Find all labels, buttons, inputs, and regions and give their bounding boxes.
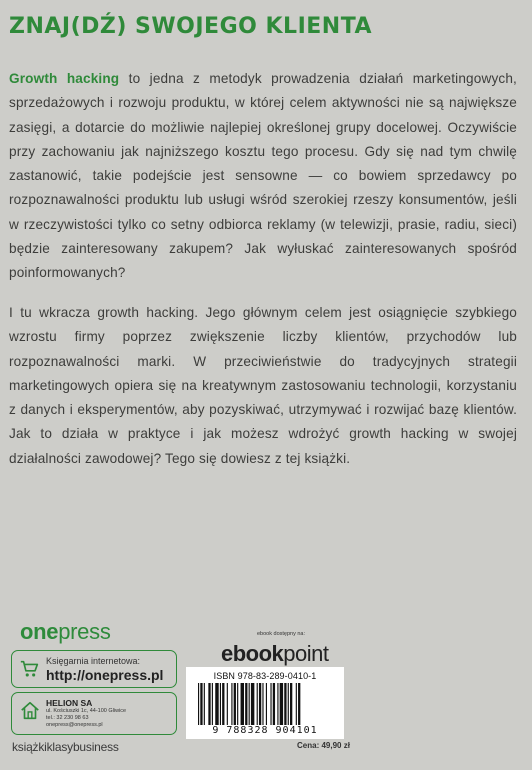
keyword-growth-hacking: Growth hacking [9,71,120,86]
bookstore-box[interactable] [11,650,177,688]
series-name: książkiklasybusiness [12,740,119,754]
publisher-phone: tel.: 32 230 98 63 [46,715,89,721]
publisher-logo [20,619,111,645]
price-label: Cena: 49,90 zł [297,741,350,750]
page-title: ZNAJ(DŹ) SWOJEGO KLIENTA [9,14,373,39]
paragraph-intro-text: to jedna z metodyk prowadzenia działań marketingowych, sprzedażowych i rozwoju produktu, w której celem aktywności nie są największe zasięgi, a dotarcie do możliwie najlepiej określonej grupy docelowej. Oczywiście przy zachowaniu jak najniższego kosztu tego procesu. Gdy się nad tym chwilę zastanowić, takie podejście jest sensowne — co bowiem sprzedawcy po rozpoznawalności produktu lub usługi wśród szerokiej rzeszy konsumentów, jeśli w rzeczywistości tylko co setny odbiorca reklamy (w telewizji, prasie, radiu, sieci) będzie zainteresowany zakupem? Jak wyłuskać zainteresowanych spośród poinformowanych? [9,71,517,281]
paragraph-intro [9,67,517,286]
barcode-area [186,667,344,739]
ebook-logo-bold: ebook [221,641,284,666]
brand-bold: one [20,619,59,644]
ebook-note: ebook dostępny na: [257,631,306,637]
bookstore-url-link[interactable]: http://onepress.pl [46,667,164,683]
barcode-icon [198,683,332,725]
bookstore-label: Księgarnia internetowa: [46,656,141,666]
publisher-email[interactable]: onepress@onepress.pl [46,722,103,728]
barcode-digits: 9 788328 904101 [212,725,318,736]
publisher-address: ul. Kościuszki 1c, 44-100 Gliwice [46,708,127,714]
brand-light: press [58,619,111,644]
house-icon [19,700,41,722]
shopping-cart-icon [19,658,41,680]
ebookpoint-logo [221,641,329,667]
isbn-text: ISBN 978-83-289-0410-1 [213,671,317,681]
publisher-contact-box [11,692,177,735]
ebook-logo-light: point [283,641,329,666]
paragraph-growth-hacking: I tu wkracza growth hacking. Jego głównym celem jest osiągnięcie szybkiego wzrostu firmy poprzez zwiększenie liczby klientów, przychodów lub rozpoznawalności marki. W przeciwieństwie do tradycyjnych strategii marketingowych opiera się na kreatywnym zastosowaniu technologii, korzystaniu z danych i eksperymentów, aby pozyskiwać, utrzymywać i rozwijać bazę klientów. Jak to działa w praktyce i jak możesz wdrożyć growth hacking w swojej działalności zawodowej? Tego się dowiesz z tej książki. [9,305,517,466]
publisher-name: HELION SA [46,698,93,708]
